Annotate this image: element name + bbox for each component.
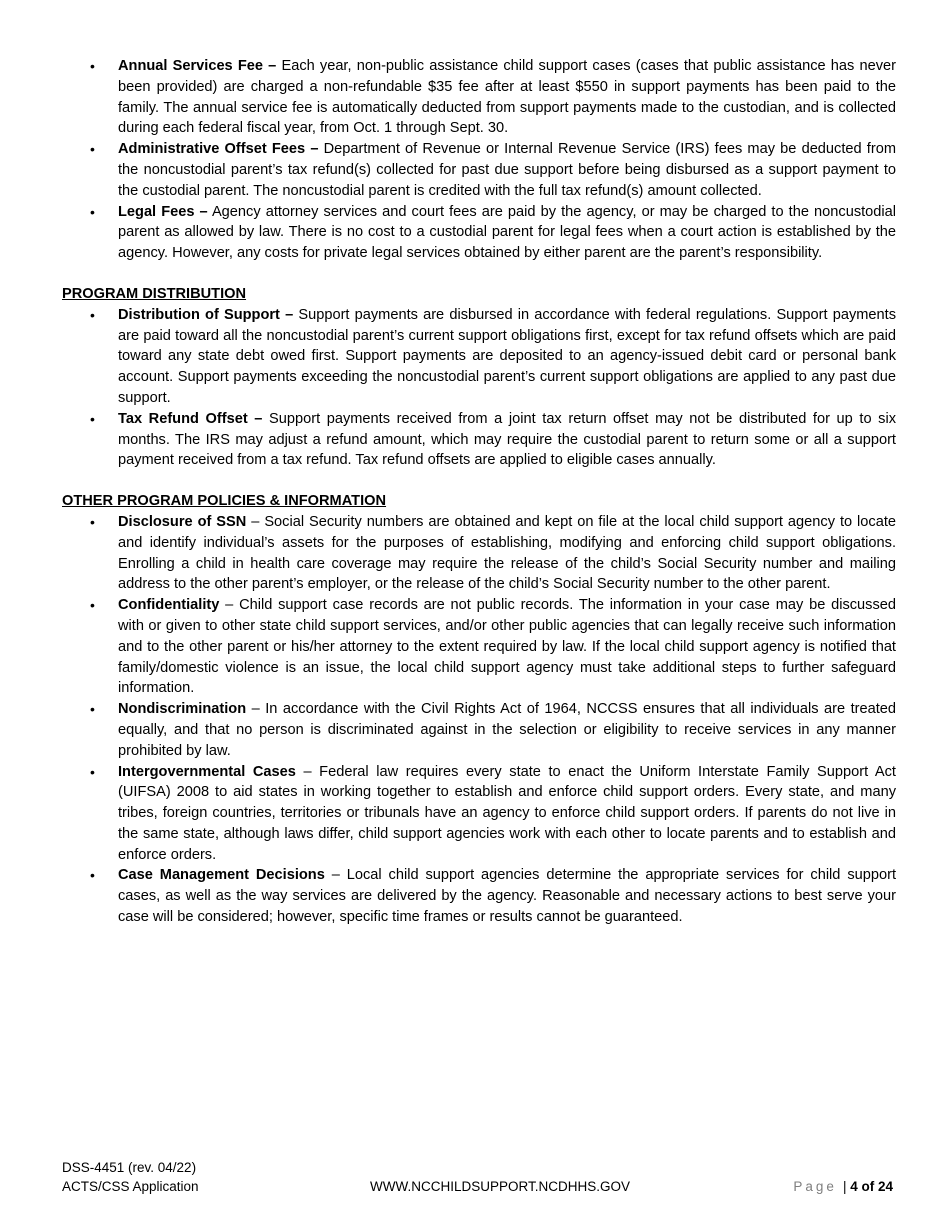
section-heading-other-policies: OTHER PROGRAM POLICIES & INFORMATION (62, 493, 387, 510)
footer-website: WWW.NCCHILDSUPPORT.NCDHHS.GOV (370, 1179, 631, 1194)
distribution-list (62, 305, 896, 471)
footer-form-info (62, 1158, 199, 1196)
list-item (62, 699, 896, 761)
bullet: • (90, 701, 95, 718)
form-name: ACTS/CSS Application (62, 1179, 199, 1194)
bullet: • (90, 58, 95, 74)
item-text: – Federal law requires every state to enact the Uniform Interstate Family Support Act (UIFSA) 2008 to aid states in working together to establish and enforce child support orders. Every state, and many tribes, foreign countries, territories or tribunals have an agency to enforce child support orders. If parents do not live in the same state, although laws differ, child support agencies work with each other to locate parents and to establish and enforce orders. (118, 763, 896, 863)
bullet: • (90, 306, 95, 323)
item-text: Support payments received from a joint tax return offset may not be distributed for up to six months. The IRS may adjust a refund amount, which may require the custodial parent to return some or all a support payment received from a tax refund. Tax refund offsets are applied to eligible cases annually. (118, 410, 896, 469)
item-text: – Local child support agencies determine the appropriate services for child support cases, as well as the way services are delivered by the agency. Reasonable and necessary actions to best serve your case will be considered; however, specific time frames or results cannot be guaranteed. (118, 867, 896, 926)
document-body (62, 56, 896, 928)
item-term: Intergovernmental Cases (118, 763, 296, 780)
bullet: • (90, 867, 95, 884)
bullet: • (90, 410, 95, 427)
list-item (62, 139, 896, 201)
item-term: Legal Fees – (118, 203, 208, 220)
item-text: – Child support case records are not public records. The information in your case may be discussed with or given to other state child support services, and/or other public agencies that can legally receive such information and to the other parent or his/her attorney to the extent required by law. If the local child support agency is notified that family/domestic violence is an issue, the local child support agency must take additional steps to further safeguard information. (118, 597, 896, 697)
item-term: Annual Services Fee – (118, 58, 277, 74)
fees-list (62, 56, 896, 264)
page-label: Page (793, 1179, 837, 1194)
footer-page-indicator (793, 1177, 893, 1196)
form-number: DSS-4451 (rev. 04/22) (62, 1160, 197, 1175)
bullet: • (90, 513, 95, 530)
item-text: Support payments are disbursed in accordance with federal regulations. Support payments are paid toward all the noncustodial parent’s current support obligations first, except for tax refund offsets which are paid toward any state debt owed first. Support payments are deposited to an agency-issued debit card or personal bank account. Support payments exceeding the noncustodial parent’s current support obligations are applied to any past due support. (118, 306, 896, 406)
list-item (62, 595, 896, 699)
item-term: Disclosure of SSN (118, 513, 247, 530)
bullet: • (90, 597, 95, 614)
item-term: Distribution of Support – (118, 306, 294, 323)
item-text: – Social Security numbers are obtained and kept on file at the local child support agency to locate and identify individual’s assets for the purposes of establishing, modifying and enforcing child support obligations. Enrolling a child in health care coverage may require the release of the child’s Social Security number and mailing address to the other parent’s employer, or the release of the child’s Social Security number to the other parent. (118, 513, 897, 593)
list-item (62, 409, 896, 471)
item-term: Tax Refund Offset – (118, 410, 263, 427)
section-heading-program-distribution: PROGRAM DISTRIBUTION (62, 285, 247, 302)
other-policies-list (62, 512, 896, 928)
list-item (62, 512, 896, 595)
bullet: • (90, 203, 95, 220)
item-text: Agency attorney services and court fees are paid by the agency, or may be charged to the noncustodial parent as allowed by law. There is no cost to a custodial parent for legal fees when a court action is established by the agency. However, any costs for private legal services obtained by either parent are the parent’s responsibility. (118, 203, 897, 262)
page-separator: | (842, 1179, 847, 1194)
list-item (62, 305, 896, 409)
item-term: Confidentiality (118, 597, 220, 614)
list-item (62, 865, 896, 927)
item-term: Nondiscrimination (118, 701, 247, 718)
page-number: 4 of 24 (850, 1179, 893, 1194)
item-term: Case Management Decisions (118, 867, 325, 884)
item-text: – In accordance with the Civil Rights Act of 1964, NCCSS ensures that all individuals are treated equally, and that no person is discriminated against in the selection or eligibility to receive services in any manner prohibited by law. (118, 701, 896, 759)
list-item (62, 56, 896, 139)
list-item (62, 202, 896, 264)
item-text: Department of Revenue or Internal Revenue Service (IRS) fees may be deducted from the noncustodial parent’s tax refund(s) collected for past due support before being disbursed as a support payment to the custodial parent. The noncustodial parent is credited with the full tax refund(s) amount collected. (118, 141, 896, 199)
bullet: • (90, 141, 95, 158)
bullet: • (90, 763, 95, 780)
list-item (62, 762, 896, 866)
item-text: Each year, non-public assistance child support cases (cases that public assistance has never been provided) are charged a non-refundable $35 fee after at least $550 in support payments has been paid to the family. The annual service fee is automatically deducted from support payments made to the custodian, and is collected during each federal fiscal year, from Oct. 1 through Sept. 30. (118, 58, 897, 137)
item-term: Administrative Offset Fees – (118, 141, 319, 158)
